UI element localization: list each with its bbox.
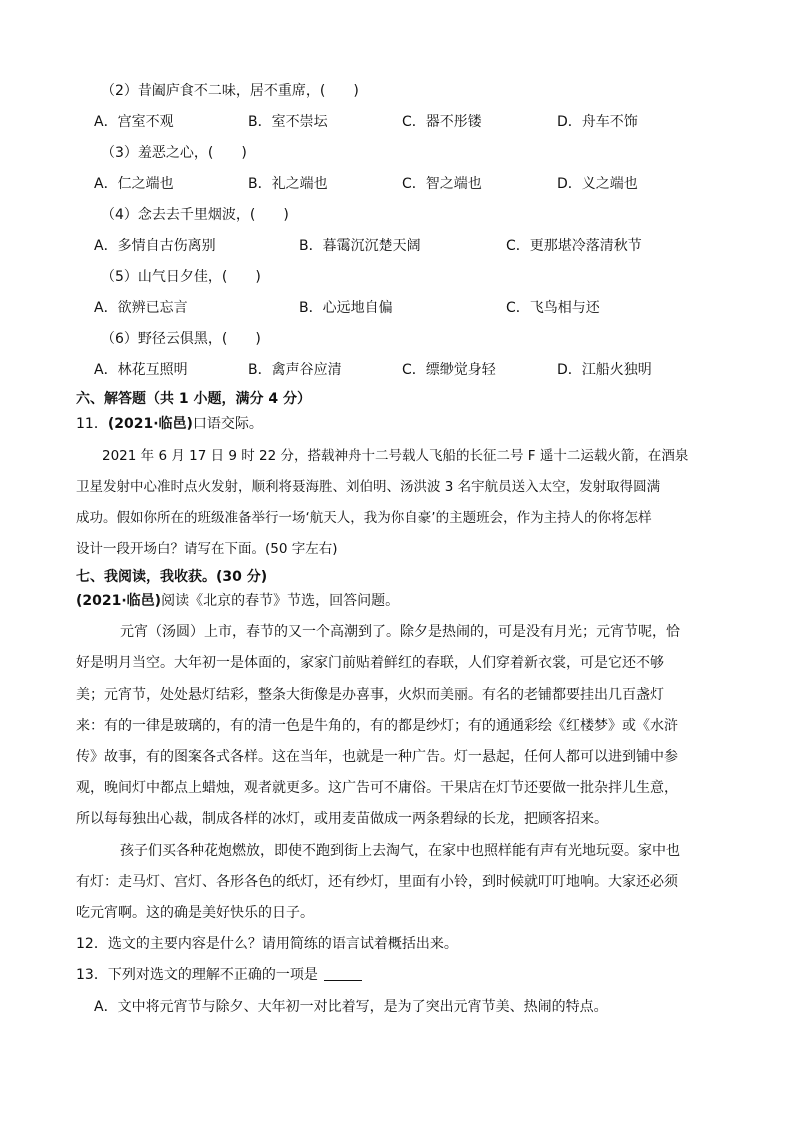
q10-2-option-b: B．室不崇坛 (248, 114, 328, 130)
q10-3-option-d: D．义之端也 (557, 176, 638, 192)
q11-paragraph-line-2: 卫星发射中心准时点火发射，顺利将聂海胜、刘伯明、汤洪波 3 名宇航员送入太空，发射取得圆满 (76, 479, 661, 495)
q10-3-option-a: A．仁之端也 (94, 176, 174, 192)
section7-intro-line (76, 591, 399, 611)
q13-option-a: A．文中将元宵节与除夕、大年初一对比着写，是为了突出元宵节美、热闹的特点。 (94, 999, 608, 1015)
q10-2-option-c: C．器不彤镂 (402, 114, 482, 130)
passage-p1-line-4: 来：有的一律是玻璃的，有的清一色是牛角的，有的都是纱灯；有的通通彩绘《红楼梦》或《水浒 (76, 718, 678, 734)
q10-6-option-b: B．禽声谷应清 (248, 362, 342, 378)
q10-2-option-d: D．舟车不饰 (557, 114, 638, 130)
q13-question: 13．下列对选文的理解不正确的一项是 (76, 967, 318, 983)
q10-3-option-b: B．礼之端也 (248, 176, 328, 192)
q11-number: 11． (76, 416, 108, 432)
q11-paragraph-line-3: 成功。假如你所在的班级准备举行一场‘航天人，我为你自豪’的主题班会，作为主持人的你将怎样 (76, 510, 652, 526)
q11-header (76, 414, 263, 434)
passage-p1-line-2: 好是明月当空。大年初一是体面的，家家门前贴着鲜红的春联，人们穿着新衣裳，可是它还不够 (76, 655, 664, 671)
q10-5-option-b: B．心远地自偏 (299, 300, 393, 316)
passage-p2-line-1: 孩子们买各种花炮燃放，即使不跑到街上去淘气，在家中也照样能有声有光地玩耍。家中也 (120, 843, 680, 859)
passage-p1-line-7: 所以每每独出心裁，制成各样的冰灯，或用麦苗做成一两条碧绿的长龙，把顾客招来。 (76, 811, 608, 827)
q11-paragraph-line-4: 设计一段开场白？请写在下面。(50 字左右) (76, 541, 338, 557)
passage-p1-line-3: 美；元宵节，处处悬灯结彩，整条大街像是办喜事，火炽而美丽。有名的老铺都要挂出几百盏灯 (76, 687, 664, 703)
q10-3-option-c: C．智之端也 (402, 176, 482, 192)
section6-heading: 六、解答题（共 1 小题，满分 4 分） (76, 391, 311, 407)
section7-heading: 七、我阅读，我收获。(30 分) (76, 569, 268, 585)
passage-p1-line-6: 观，晚间灯中都点上蜡烛，观者就更多。这广告可不庸俗。干果店在灯节还要做一批杂拌儿生意， (76, 780, 678, 796)
q10-5-stem: （5）山气日夕佳，( ) (101, 269, 261, 285)
q10-2-stem: （2）昔阖庐食不二味，居不重席，( ) (101, 83, 359, 99)
q10-4-stem: （4）念去去千里烟波，( ) (101, 207, 289, 223)
passage-p2-line-2: 有灯：走马灯、宫灯、各形各色的纸灯，还有纱灯，里面有小铃，到时候就叮叮地响。大家还必须 (76, 874, 678, 890)
section7-source: (2021·临邑) (76, 593, 162, 609)
q10-2-option-a: A．宫室不观 (94, 114, 174, 130)
q10-3-stem: （3）羞恶之心，( ) (101, 145, 247, 161)
q10-6-option-a: A．林花互照明 (94, 362, 188, 378)
section7-intro: 阅读《北京的春节》节选，回答问题。 (161, 593, 400, 609)
q10-6-option-c: C．缥缈觉身轻 (402, 362, 496, 378)
q11-source: (2021·临邑) (107, 416, 193, 432)
q10-4-option-c: C．更那堪冷落清秋节 (506, 238, 642, 254)
q10-6-stem: （6）野径云俱黑，( ) (101, 331, 261, 347)
q13-question-line (76, 965, 362, 985)
q11-title: 口语交际。 (192, 416, 263, 432)
q13-answer-blank[interactable] (324, 966, 362, 981)
q10-6-option-d: D．江船火独明 (557, 362, 652, 378)
q12-question: 12．选文的主要内容是什么？请用简练的语言试着概括出来。 (76, 936, 458, 952)
q10-4-option-a: A．多情自古伤离别 (94, 238, 216, 254)
passage-p1-line-1: 元宵（汤圆）上市，春节的又一个高潮到了。除夕是热闹的，可是没有月光；元宵节呢，恰 (120, 624, 680, 640)
q10-4-option-b: B．暮霭沉沉楚天阔 (299, 238, 421, 254)
q11-paragraph-line-1: 2021 年 6 月 17 日 9 时 22 分，搭载神舟十二号载人飞船的长征二号 F 遥十二运载火箭，在酒泉 (102, 448, 689, 464)
q10-5-option-c: C．飞鸟相与还 (506, 300, 600, 316)
passage-p1-line-5: 传》故事，有的图案各式各样。这在当年，也就是一种广告。灯一悬起，任何人都可以进到铺中参 (76, 749, 678, 765)
passage-p2-line-3: 吃元宵啊。这的确是美好快乐的日子。 (76, 905, 314, 921)
q10-5-option-a: A．欲辨已忘言 (94, 300, 188, 316)
